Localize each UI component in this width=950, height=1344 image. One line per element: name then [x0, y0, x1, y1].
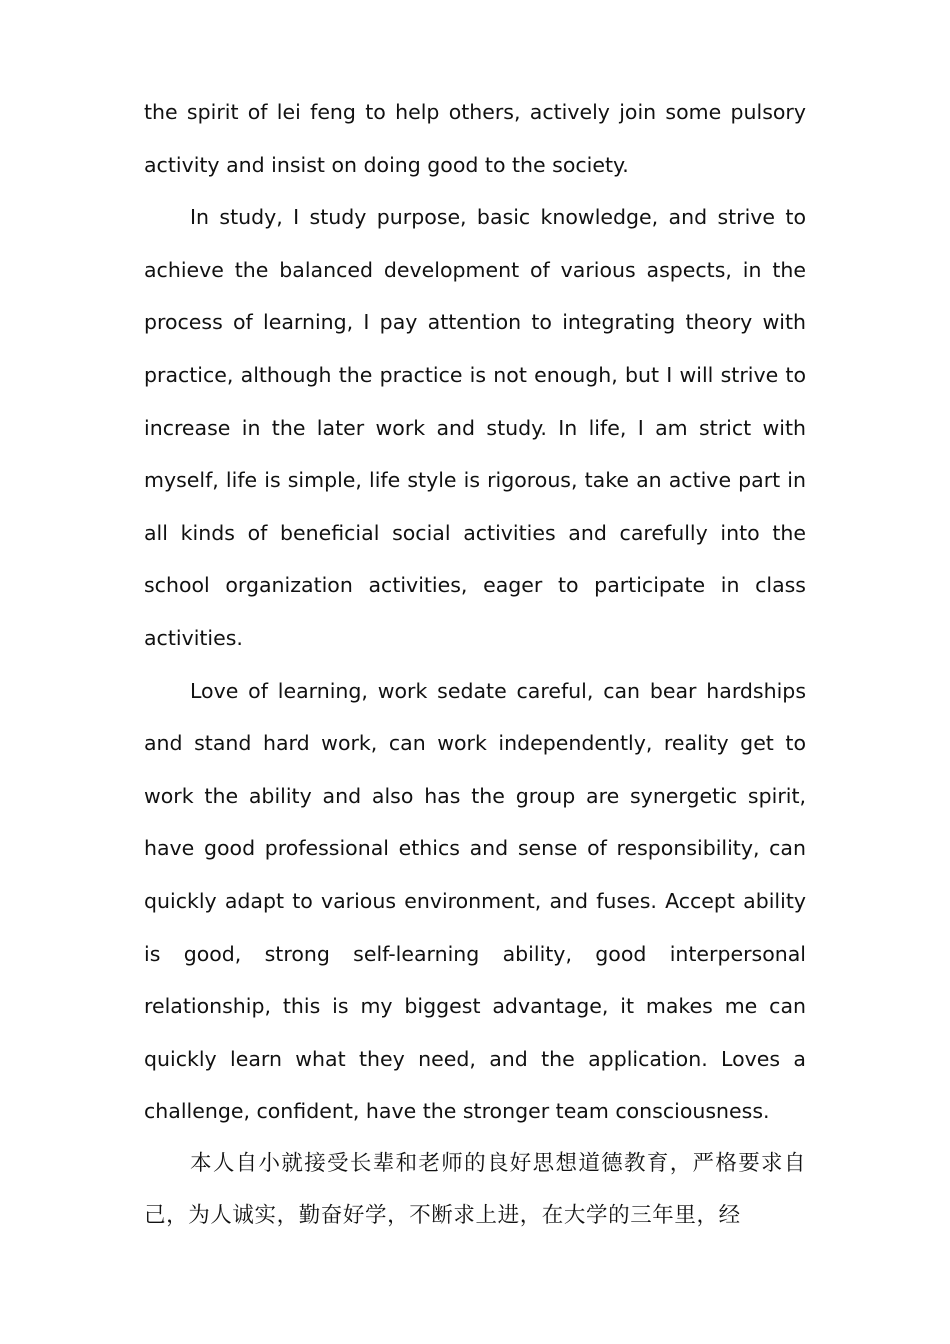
paragraph-chinese-intro: 本人自小就接受长辈和老师的良好思想道德教育，严格要求自己，为人诚实，勤奋好学，不断求上进，在大学的三年里，经 [144, 1150, 806, 1229]
paragraph-personal-qualities: Love of learning, work sedate careful, can bear hardships and stand hard work, can work independently, reality get to work the ability and also has the group are synergetic spirit, have good professional ethics and sense of responsibility, can quickly adapt to various environment, and fuses. Accept ability is good, strong self-learning ability, good interpersonal relationship, this is my biggest advantage, it makes me can quickly learn what they need, and the application. Loves a challenge, confident, have the stronger team consciousness. [144, 678, 806, 1124]
document-body [144, 86, 806, 1243]
paragraph-continuation: the spirit of lei feng to help others, actively join some pulsory activity and insist on doing good to the society. [144, 100, 806, 177]
paragraph-study-life: In study, I study purpose, basic knowledge, and strive to achieve the balanced development of various aspects, in the process of learning, I pay attention to integrating theory with practice, although the practice is not enough, but I will strive to increase in the later work and study. In life, I am strict with myself, life is simple, life style is rigorous, take an active part in all kinds of beneficial social activities and carefully into the school organization activities, eager to participate in class activities. [144, 205, 806, 650]
